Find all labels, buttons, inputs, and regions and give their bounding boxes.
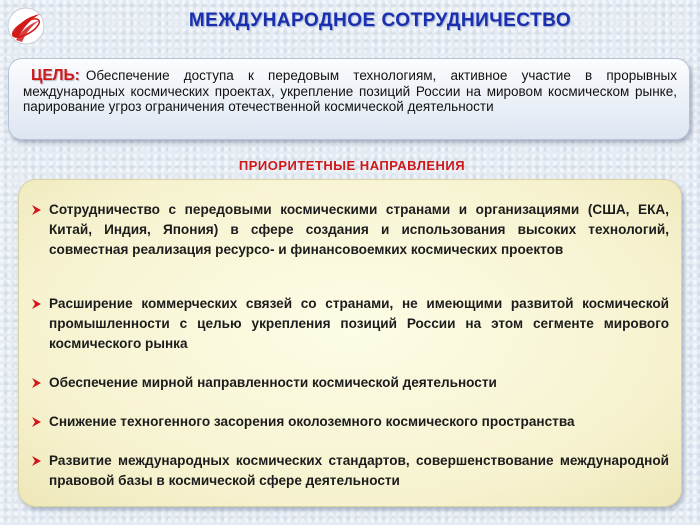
priorities-box <box>18 179 682 507</box>
priorities-heading: ПРИОРИТЕТНЫЕ НАПРАВЛЕНИЯ <box>238 158 466 173</box>
page-title: МЕЖДУНАРОДНОЕ СОТРУДНИЧЕСТВО <box>188 10 572 31</box>
list-item <box>29 451 669 491</box>
list-item-text: Расширение коммерческих связей со странами, не имеющими развитой космической промышленности с целью укрепления позиций России на этом сегменте мирового космического рынка <box>49 296 669 351</box>
arrow-bullet-icon <box>31 294 45 314</box>
list-item-text: Обеспечение мирной направленности космической деятельности <box>49 375 497 390</box>
arrow-bullet-icon <box>31 200 45 220</box>
list-item-text: Снижение техногенного засорения околоземного космического пространства <box>49 414 575 429</box>
goal-box <box>8 58 690 140</box>
arrow-bullet-icon <box>31 373 45 393</box>
list-item <box>29 412 669 432</box>
list-item-text: Сотрудничество с передовыми космическими странами и организациями (США, ЕКА, Китай, Индия, Япония) в сфере создания и использования высоких технологий, совместная реализация ресурсо- и финансовоемких космических проектов <box>49 202 669 257</box>
arrow-bullet-icon <box>31 412 45 432</box>
list-item <box>29 373 669 393</box>
goal-text: Обеспечение доступа к передовым технологиям, активное участие в прорывных международных космических проектах, укрепление позиций России на мировом космическом рынке, парирование угроз ограничения отечественной космической деятельности <box>23 68 677 114</box>
goal-label: ЦЕЛЬ: <box>31 67 80 84</box>
goal-paragraph <box>23 68 677 115</box>
list-item <box>29 200 669 260</box>
list-item <box>29 294 669 354</box>
arrow-bullet-icon <box>31 451 45 471</box>
list-item-text: Развитие международных космических стандартов, совершенствование международной правовой базы в космической сфере деятельности <box>49 453 669 488</box>
